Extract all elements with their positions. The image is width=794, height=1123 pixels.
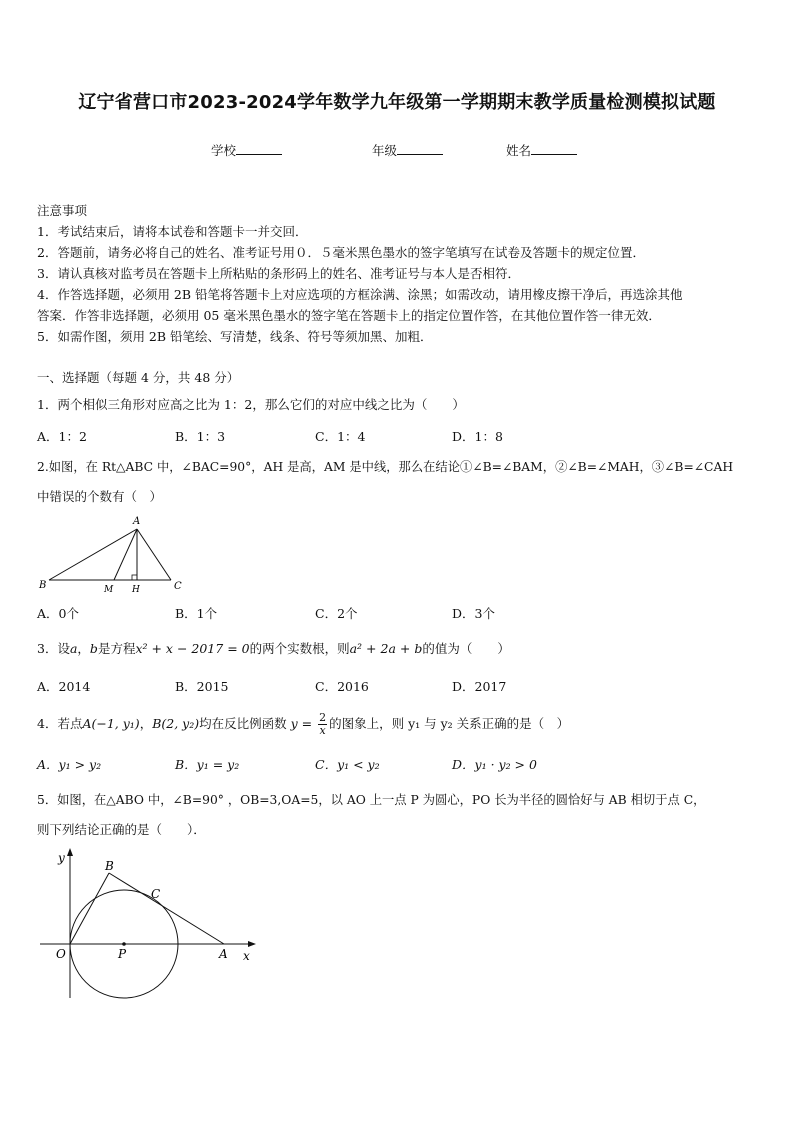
q3-option-d: D．2017: [452, 679, 507, 694]
grade-field: [372, 141, 443, 159]
q3-var-b: b: [89, 641, 98, 656]
section-heading: 一、选择题（每题 4 分，共 48 分）: [37, 370, 240, 385]
name-label: 姓名: [506, 143, 532, 158]
q2-side-ab: [49, 529, 137, 580]
q2-text-line1: 2.如图，在 Rt△ABC 中，∠BAC=90°，AH 是高，AM 是中线，那么在结论①∠B=∠BAM，②∠B=∠MAH，③∠B=∠CAH: [37, 460, 734, 474]
q2-label-b: B: [39, 580, 47, 591]
q1-text: 1．两个相似三角形对应高之比为 1：2，那么它们的对应中线之比为（ ）: [37, 397, 465, 412]
q4-option-b: B．y₁ = y₂: [175, 757, 240, 772]
q4-fraction: [318, 712, 327, 737]
name-field: [506, 141, 577, 159]
q2-option-b: B．1个: [175, 606, 218, 621]
q2-figure: [34, 512, 194, 598]
q2-label-m: M: [104, 585, 114, 595]
q4-mid: 均在反比例函数: [199, 716, 287, 731]
q3-comma: ，: [77, 641, 90, 656]
q4-suffix: 的图象上，则 y₁ 与 y₂ 关系正确的是（ ）: [329, 716, 570, 731]
q5-label-o: O: [56, 947, 66, 961]
q2-option-d: D．3个: [452, 606, 495, 621]
q2-text-line2: 中错误的个数有（ ）: [37, 489, 163, 504]
q5-text-line2: 则下列结论正确的是（ ）．: [37, 822, 206, 837]
note-item-4-cont: 答案．作答非选择题，必须用 05 毫米黑色墨水的签字笔在答题卡上的指定位置作答，在其他位置作答一律无效．: [37, 308, 661, 323]
q3-mid2: 的两个实数根，则: [249, 641, 350, 656]
note-item-3: 3．请认真核对监考员在答题卡上所粘贴的条形码上的姓名、准考证号与本人是否相符．: [37, 266, 520, 281]
q4-sep: ，: [139, 716, 153, 731]
q5-center-point: [122, 942, 126, 946]
name-blank: [531, 142, 577, 155]
q3-var-a: a: [69, 641, 78, 656]
q5-label-c: C: [151, 887, 161, 901]
school-blank: [236, 142, 282, 155]
school-field: [211, 141, 282, 159]
q5-label-y: y: [58, 851, 65, 865]
q4-option-a: A．y₁ > y₂: [37, 757, 102, 772]
grade-label: 年级: [372, 143, 398, 158]
q5-figure: [38, 846, 268, 1006]
note-item-5: 5．如需作图，须用 2B 铅笔绘、写清楚，线条、符号等须加黑、加粗．: [37, 329, 433, 344]
grade-blank: [397, 142, 443, 155]
q1-option-a: A．1：2: [37, 429, 87, 444]
q3-expression: a² + 2a + b: [349, 641, 423, 656]
q3-prefix: 3．设: [37, 641, 70, 656]
q2-right-angle-mark: [132, 575, 137, 580]
q2-side-ac: [137, 529, 171, 580]
q3-equation: x² + x − 2017 = 0: [135, 641, 250, 656]
note-item-4: 4．作答选择题，必须用 2B 铅笔将答题卡上对应选项的方框涂满、涂黑；如需改动，请用橡皮擦干净后，再选涂其他: [37, 287, 683, 302]
q2-median-am: [114, 529, 137, 580]
q4-point-b: B(2, y₂): [152, 716, 200, 731]
note-item-2: 2．答题前，请务必将自己的姓名、准考证号用０．５毫米黑色墨水的签字笔填写在试卷及答题卡的规定位置．: [37, 245, 645, 260]
q5-y-arrow: [67, 848, 73, 856]
q5-label-a: A: [219, 947, 228, 961]
q3-mid: 是方程: [97, 641, 136, 656]
q2-option-c: C．2个: [315, 606, 358, 621]
q3-option-b: B．2015: [175, 679, 229, 694]
q1-option-d: D．1：8: [452, 429, 503, 444]
school-label: 学校: [211, 143, 237, 158]
q2-label-h: H: [132, 585, 140, 595]
q4-prefix: 4．若点: [37, 716, 83, 731]
q3-option-c: C．2016: [315, 679, 369, 694]
q5-label-x: x: [243, 949, 250, 963]
q2-label-c: C: [174, 581, 182, 592]
note-item-1: 1．考试结束后，请将本试卷和答题卡一并交回．: [37, 224, 308, 239]
q3-option-a: A．2014: [37, 679, 91, 694]
q5-side-ob: [70, 873, 109, 944]
notes-heading: 注意事项: [37, 203, 88, 218]
q1-option-c: C．1：4: [315, 429, 366, 444]
q2-option-a: A．0个: [37, 606, 79, 621]
q4-option-d: D．y₁ · y₂ > 0: [452, 757, 537, 772]
q4-option-c: C．y₁ < y₂: [315, 757, 380, 772]
q5-label-b: B: [105, 859, 114, 873]
q2-label-a: A: [133, 516, 141, 527]
q5-x-arrow: [248, 941, 256, 947]
q3-suffix: 的值为（ ）: [422, 641, 510, 656]
q5-text-line1: 5．如图，在△ABO 中，∠B=90° ，OB=3,OA=5，以 AO 上一点 P 为圆心，PO 长为半径的圆恰好与 AB 相切于点 C，: [37, 793, 706, 807]
q1-option-b: B．1：3: [175, 429, 226, 444]
q4-numerator: 2: [319, 711, 327, 724]
page-title: 辽宁省营口市2023-2024学年数学九年级第一学期期末教学质量检测模拟试题: [78, 92, 716, 113]
q5-label-p: P: [118, 947, 127, 961]
q5-side-ba: [109, 873, 224, 944]
q4-point-a: A(−1, y₁): [82, 716, 140, 731]
q4-text: [37, 712, 569, 737]
q3-text: [37, 641, 510, 657]
q4-denominator: x: [319, 724, 326, 737]
q4-func-lhs: y =: [290, 716, 313, 731]
